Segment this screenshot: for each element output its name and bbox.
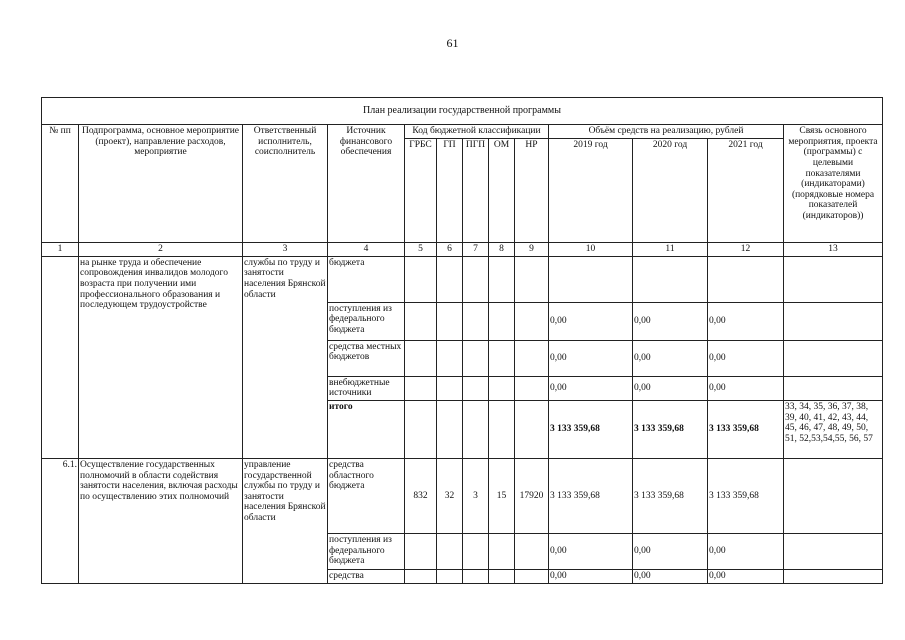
row-grbs: 832: [405, 458, 437, 533]
header-program: Подпрограмма, основное мероприятие (проект), направление расходов, мероприятие: [79, 125, 243, 243]
header-2020: 2020 год: [633, 138, 708, 242]
row-2019: 0,00: [549, 302, 633, 340]
row-2019: 0,00: [549, 533, 633, 569]
row-2020: 0,00: [633, 340, 708, 376]
col-index: 13: [784, 242, 883, 256]
col-index: 12: [708, 242, 784, 256]
program-plan-table: [41, 97, 883, 584]
row-2021: 0,00: [708, 569, 784, 583]
header-nr: НР: [515, 138, 549, 242]
col-index: 7: [463, 242, 489, 256]
row-source: средства: [328, 569, 405, 583]
row-num: 6.1.: [42, 458, 79, 583]
col-index: 2: [79, 242, 243, 256]
row-source: поступления из федерального бюджета: [328, 533, 405, 569]
col-index: 1: [42, 242, 79, 256]
row-source: средства местных бюджетов: [328, 340, 405, 376]
col-index: 4: [328, 242, 405, 256]
row-2020: [633, 256, 708, 302]
row-source-total: итого: [328, 400, 405, 458]
table-title-row: [42, 98, 883, 125]
header-om: ОМ: [489, 138, 515, 242]
col-index: 8: [489, 242, 515, 256]
header-grbs: ГРБС: [405, 138, 437, 242]
header-row: [42, 125, 883, 139]
header-source: Источник финансового обеспечения: [328, 125, 405, 243]
row-nr: 17920: [515, 458, 549, 533]
header-budget-code: Код бюджетной классификации: [405, 125, 549, 139]
row-2020: 0,00: [633, 569, 708, 583]
indicator-links: 33, 34, 35, 36, 37, 38, 39, 40, 41, 42, 43, 44, 45, 46, 47, 48, 49, 50, 51, 52,53,54,55, 56, 57: [784, 400, 883, 458]
row-executor: службы по труду и занятости населения Брянской области: [243, 256, 328, 458]
table-title: План реализации государственной программы: [42, 98, 883, 125]
row-2020: 0,00: [633, 533, 708, 569]
header-gp: ГП: [437, 138, 463, 242]
row-2021: 0,00: [708, 533, 784, 569]
row-2021: 0,00: [708, 340, 784, 376]
row-2021: 0,00: [708, 302, 784, 340]
table-row: [42, 256, 883, 302]
row-2020: 3 133 359,68: [633, 458, 708, 533]
col-index: 5: [405, 242, 437, 256]
row-2019: [549, 256, 633, 302]
row-2021: 0,00: [708, 376, 784, 400]
row-program: на рынке труда и обеспечение сопровождения инвалидов молодого возраста при получении ими профессионального образования и последующем трудоустройстве: [79, 256, 243, 458]
table-row: [42, 458, 883, 533]
col-index: 10: [549, 242, 633, 256]
header-2021: 2021 год: [708, 138, 784, 242]
row-2019: 0,00: [549, 340, 633, 376]
row-source: средства областного бюджета: [328, 458, 405, 533]
row-2021: 3 133 359,68: [708, 458, 784, 533]
row-program: Осуществление государственных полномочий в области содействия занятости населения, включая расходы по осуществлению этих полномочий: [79, 458, 243, 583]
total-2021: 3 133 359,68: [708, 400, 784, 458]
header-num: № пп: [42, 125, 79, 243]
row-source: внебюджетные источники: [328, 376, 405, 400]
row-2020: 0,00: [633, 376, 708, 400]
page-number: 61: [446, 36, 459, 50]
total-2019: 3 133 359,68: [549, 400, 633, 458]
row-source: поступления из федерального бюджета: [328, 302, 405, 340]
column-index-row: [42, 242, 883, 256]
col-index: 3: [243, 242, 328, 256]
row-source: бюджета: [328, 256, 405, 302]
row-gp: 32: [437, 458, 463, 533]
col-index: 11: [633, 242, 708, 256]
header-2019: 2019 год: [549, 138, 633, 242]
row-num: [42, 256, 79, 458]
header-pgp: ПГП: [463, 138, 489, 242]
total-2020: 3 133 359,68: [633, 400, 708, 458]
col-index: 6: [437, 242, 463, 256]
row-pgp: 3: [463, 458, 489, 533]
row-om: 15: [489, 458, 515, 533]
header-executor: Ответственный исполнитель, соисполнитель: [243, 125, 328, 243]
row-executor: управление государственной службы по труду и занятости населения Брянской области: [243, 458, 328, 583]
col-index: 9: [515, 242, 549, 256]
row-2021: [708, 256, 784, 302]
header-volume: Объём средств на реализацию, рублей: [549, 125, 784, 139]
row-2020: 0,00: [633, 302, 708, 340]
row-2019: 3 133 359,68: [549, 458, 633, 533]
row-2019: 0,00: [549, 376, 633, 400]
header-links: Связь основного мероприятия, проекта (программы) с целевыми показателями (индикаторами) (порядковые номера показателей (индикаторов)): [784, 125, 883, 243]
row-2019: 0,00: [549, 569, 633, 583]
